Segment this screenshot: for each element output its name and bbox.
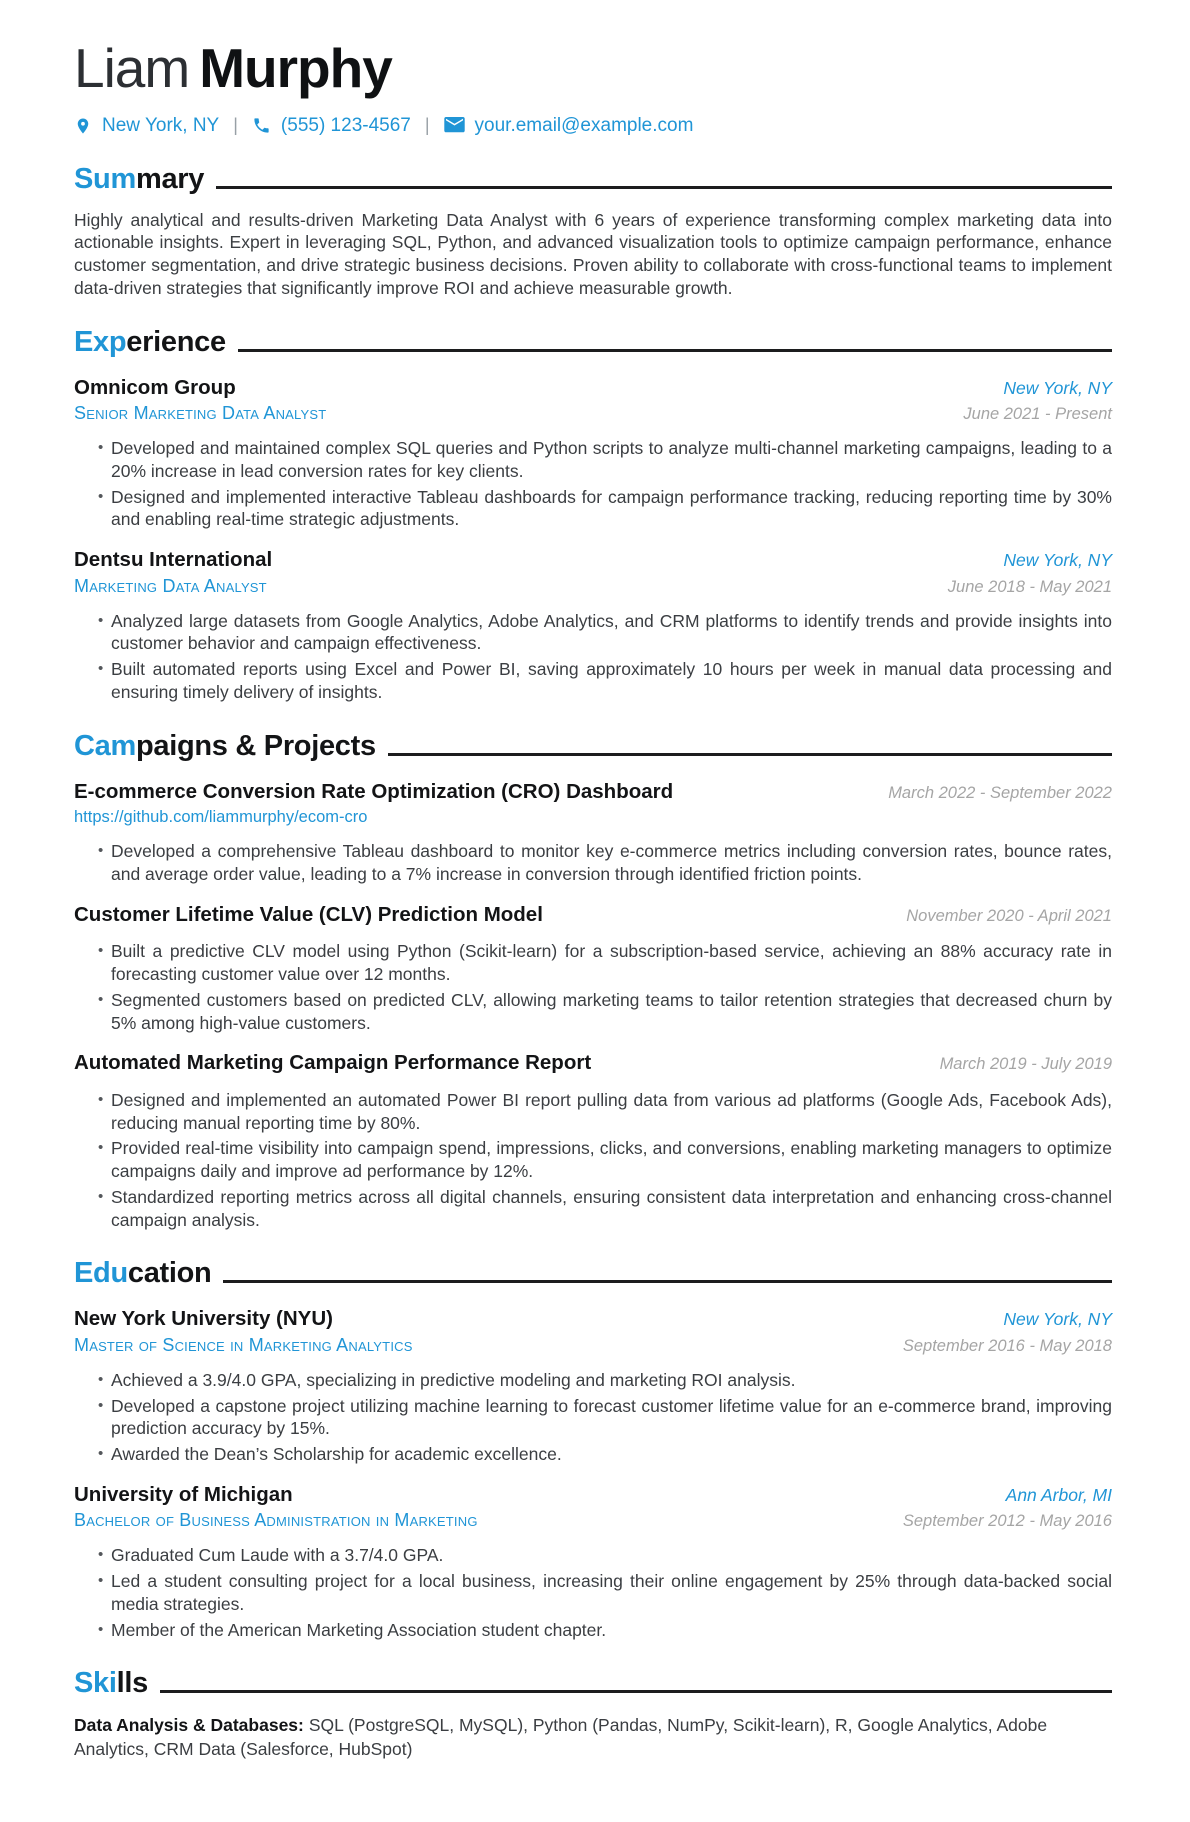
contact-phone[interactable] [252, 115, 411, 137]
contact-separator: | [233, 115, 238, 136]
section-rule [223, 1280, 1112, 1283]
bullet-item: • Awarded the Dean’s Scholarship for academic excellence. [98, 1443, 1112, 1466]
entry-dates: September 2016 - May 2018 [902, 1336, 1112, 1355]
skills-detail: SQL (PostgreSQL, MySQL), Python (Pandas, NumPy, Scikit-learn), R, Google Analytics, Adobe Analytics, CRM Data (Salesforce, HubSpot) [74, 1715, 1048, 1759]
entry-location: New York, NY [1003, 377, 1112, 398]
school-name: New York University (NYU) [74, 1307, 333, 1331]
degree-title: Master of Science in Marketing Analytics [74, 1334, 413, 1355]
contact-location [74, 115, 219, 137]
first-name: Liam [74, 37, 190, 99]
company-name: Omnicom Group [74, 375, 236, 399]
section-rule [238, 349, 1112, 352]
bullet-item: • Graduated Cum Laude with a 3.7/4.0 GPA. [98, 1544, 1112, 1567]
section-title [74, 1258, 211, 1290]
project-name: E-commerce Conversion Rate Optimization (CRO) Dashboard [74, 779, 674, 803]
entry-header-row [74, 1307, 1112, 1332]
bullet-item: • Developed a comprehensive Tableau dashboard to monitor key e-commerce metrics including conversion rates, bounce rates, and average order value, leading to a 7% increase in conversion through identified friction points. [98, 840, 1112, 886]
bullet-item: • Segmented customers based on predicted CLV, allowing marketing teams to tailor retention strategies that decreased churn by 5% among high-value customers. [98, 989, 1112, 1035]
section-title-rest: mary [135, 162, 205, 195]
contact-email[interactable] [444, 115, 694, 137]
education-entry [74, 1483, 1112, 1642]
company-name: Dentsu International [74, 548, 273, 572]
entry-dates: September 2012 - May 2016 [902, 1512, 1112, 1531]
experience-entry [74, 548, 1112, 704]
bullet-item: • Built a predictive CLV model using Python (Scikit-learn) for a subscription-based service, achieving an 88% accuracy rate in forecasting customer value over 12 months. [98, 940, 1112, 986]
school-name: University of Michigan [74, 1482, 293, 1506]
project-entry [74, 780, 1112, 886]
entry-header-row [74, 903, 1112, 928]
entry-subheader-row [74, 1507, 1112, 1531]
section-experience [74, 327, 1112, 704]
bullet-item: • Member of the American Marketing Association student chapter. [98, 1619, 1112, 1642]
experience-entry [74, 376, 1112, 532]
section-title-accent: Exp [74, 325, 127, 358]
bullet-item: • Achieved a 3.9/4.0 GPA, specializing in predictive modeling and marketing ROI analysis. [98, 1369, 1112, 1392]
email-text: your.email@example.com [474, 114, 694, 136]
section-title-accent: Cam [74, 729, 136, 762]
envelope-icon [444, 117, 465, 134]
section-title [74, 327, 226, 359]
entry-location: Ann Arbor, MI [1005, 1484, 1112, 1505]
section-title [74, 164, 204, 196]
entry-location: New York, NY [1003, 1309, 1112, 1330]
bullet-item: • Led a student consulting project for a local business, increasing their online engagement by 25% through data-backed social media strategies. [98, 1570, 1112, 1616]
entry-header-row [74, 376, 1112, 401]
entry-subheader-row [74, 400, 1112, 424]
bullet-list [74, 610, 1112, 704]
bullet-item: • Analyzed large datasets from Google Analytics, Adobe Analytics, and CRM platforms to identify trends and provide insights into customer behavior and campaign effectiveness. [98, 610, 1112, 656]
section-title-rest: paigns & Projects [135, 729, 376, 762]
section-title-rest: erience [126, 325, 226, 358]
section-heading-skills [74, 1668, 1112, 1700]
project-name: Automated Marketing Campaign Performance Report [74, 1051, 592, 1075]
section-education [74, 1258, 1112, 1641]
section-title [74, 1668, 148, 1700]
project-entry [74, 1051, 1112, 1231]
job-title: Senior Marketing Data Analyst [74, 403, 327, 424]
section-heading-education [74, 1258, 1112, 1290]
section-title-accent: Sum [74, 162, 136, 195]
last-name: Murphy [199, 37, 392, 99]
candidate-name [74, 37, 1112, 99]
resume-header [74, 37, 1112, 137]
bullet-list [74, 1089, 1112, 1232]
entry-dates: June 2018 - May 2021 [947, 577, 1112, 596]
entry-header-row [74, 548, 1112, 573]
entry-header-row [74, 1051, 1112, 1076]
section-title-rest: cation [127, 1257, 212, 1290]
section-rule [388, 753, 1112, 756]
education-entry [74, 1307, 1112, 1466]
section-projects [74, 731, 1112, 1232]
degree-title: Bachelor of Business Administration in Marketing [74, 1510, 478, 1531]
section-rule [216, 186, 1112, 189]
bullet-item: • Designed and implemented an automated Power BI report pulling data from various ad platforms (Google Ads, Facebook Ads), reducing manual reporting time by 80%. [98, 1089, 1112, 1135]
entry-dates: November 2020 - April 2021 [906, 906, 1112, 925]
contact-separator: | [424, 115, 430, 136]
job-title: Marketing Data Analyst [74, 575, 267, 596]
entry-subheader-row [74, 1332, 1112, 1356]
entry-dates: June 2021 - Present [963, 405, 1112, 424]
entry-dates: March 2019 - July 2019 [939, 1055, 1112, 1074]
section-title-rest: lls [116, 1667, 148, 1700]
phone-icon [252, 116, 271, 135]
bullet-list [74, 840, 1112, 886]
location-pin-icon [74, 115, 92, 137]
section-title-accent: Ski [74, 1667, 117, 1700]
entry-location: New York, NY [1003, 550, 1112, 571]
entry-header-row [74, 1483, 1112, 1508]
section-heading-experience [74, 327, 1112, 359]
section-heading-projects [74, 731, 1112, 763]
section-title [74, 731, 376, 763]
bullet-list [74, 940, 1112, 1034]
entry-subheader-row [74, 573, 1112, 597]
bullet-list [74, 1369, 1112, 1466]
bullet-item: • Designed and implemented interactive Tableau dashboards for campaign performance tracking, reducing reporting time by 30% and enabling real-time strategic adjustments. [98, 486, 1112, 532]
section-summary [74, 164, 1112, 300]
bullet-list [74, 437, 1112, 531]
bullet-list [74, 1544, 1112, 1641]
project-name: Customer Lifetime Value (CLV) Prediction Model [74, 902, 543, 926]
contact-row [74, 115, 1112, 137]
entry-dates: March 2022 - September 2022 [888, 783, 1112, 802]
bullet-item: • Provided real-time visibility into campaign spend, impressions, clicks, and conversions, enabling marketing managers to optimize campaigns daily and improve ad performance by 12%. [98, 1137, 1112, 1183]
bullet-item: • Developed a capstone project utilizing machine learning to forecast customer lifetime value for an e-commerce brand, improving prediction accuracy by 15%. [98, 1395, 1112, 1441]
phone-text: (555) 123-4567 [280, 114, 411, 136]
bullet-item: • Built automated reports using Excel and Power BI, saving approximately 10 hours per week in manual data processing and ensuring timely delivery of insights. [98, 658, 1112, 704]
bullet-item: • Developed and maintained complex SQL queries and Python scripts to analyze multi-channel marketing campaigns, leading to a 20% increase in lead conversion rates for key clients. [98, 437, 1112, 483]
summary-paragraph: Highly analytical and results-driven Marketing Data Analyst with 6 years of experience transforming complex marketing data into actionable insights. Expert in leveraging SQL, Python, and advanced visualization tools to optimize campaign performance, enhance customer segmentation, and drive strategic business decisions. Proven ability to collaborate with cross-functional teams to implement data-driven strategies that significantly improve ROI and achieve measurable growth. [74, 209, 1112, 298]
section-rule [160, 1690, 1112, 1693]
section-skills [74, 1668, 1112, 1761]
skills-line [74, 1714, 1112, 1761]
entry-header-row [74, 780, 1112, 805]
section-title-accent: Edu [74, 1257, 128, 1290]
bullet-item: • Standardized reporting metrics across all digital channels, ensuring consistent data interpretation and enhancing cross-channel campaign analysis. [98, 1186, 1112, 1232]
location-text: New York, NY [102, 114, 220, 136]
project-entry [74, 903, 1112, 1035]
project-link[interactable]: https://github.com/liammurphy/ecom-cro [74, 808, 368, 827]
skills-category: Data Analysis & Databases: [74, 1715, 304, 1736]
section-heading-summary [74, 164, 1112, 196]
